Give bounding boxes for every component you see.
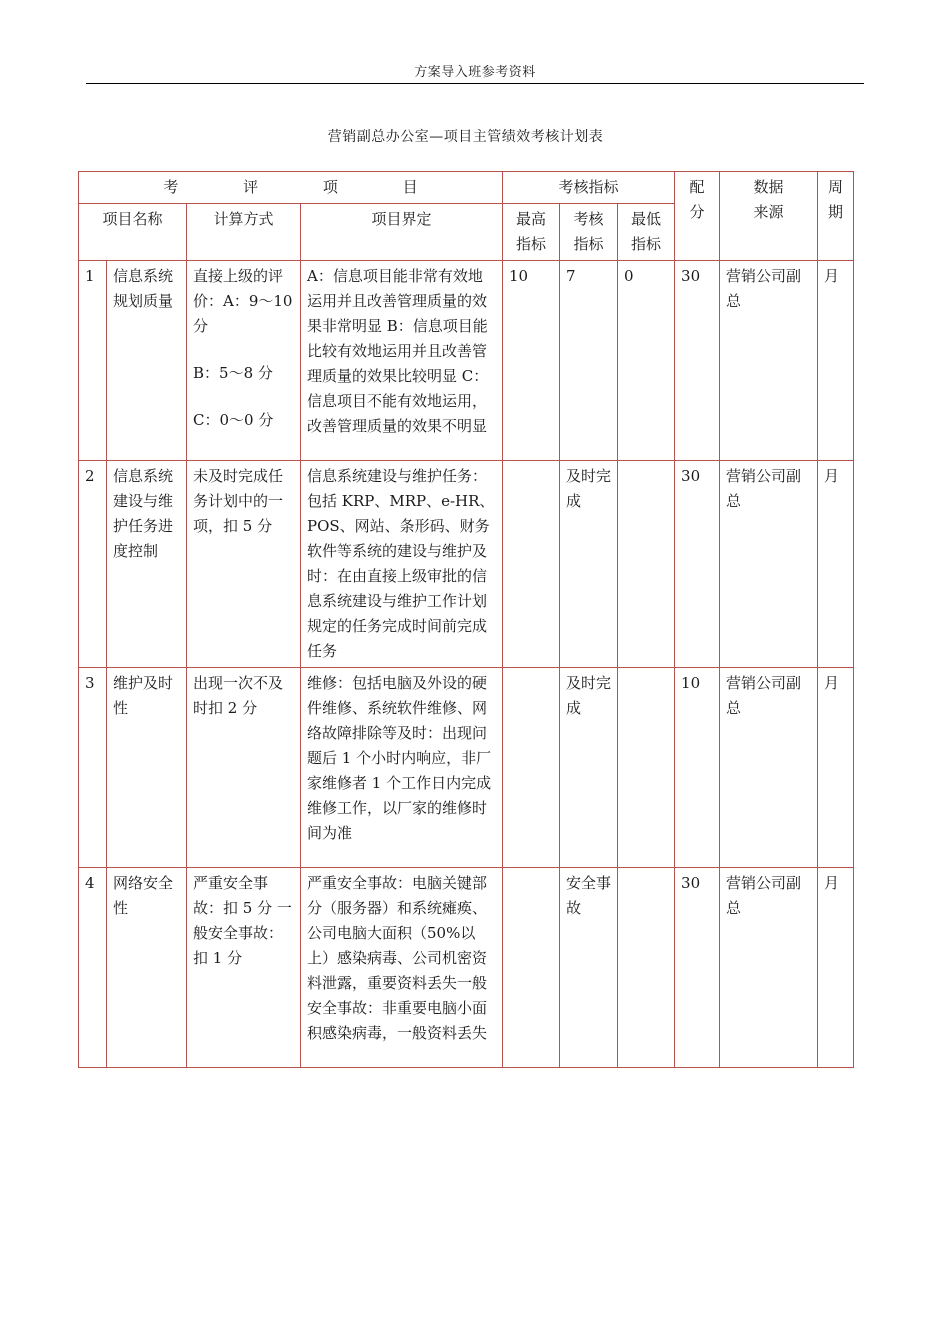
row-number: 1 — [79, 261, 107, 461]
col-header-def: 项目界定 — [301, 204, 503, 261]
header-row-1 — [79, 172, 854, 204]
data-source: 营销公司副总 — [720, 668, 818, 868]
score-weight: 30 — [675, 461, 720, 668]
col-header-target: 考核 指标 — [560, 204, 618, 261]
header-rule — [86, 83, 864, 84]
max-indicator — [503, 461, 560, 668]
period: 月 — [818, 261, 854, 461]
min-indicator — [618, 668, 675, 868]
max-indicator — [503, 868, 560, 1068]
calc-method: 出现一次不及时扣 2 分 — [187, 668, 301, 868]
period: 月 — [818, 668, 854, 868]
data-source: 营销公司副总 — [720, 461, 818, 668]
col-header-score: 配 分 — [675, 172, 720, 261]
kpi-table — [78, 171, 854, 1068]
table-row — [79, 261, 854, 461]
item-name: 维护及时性 — [107, 668, 187, 868]
calc-method: 未及时完成任务计划中的一项，扣 5 分 — [187, 461, 301, 668]
col-header-calc: 计算方式 — [187, 204, 301, 261]
group-header-items: 考 评 项 目 — [79, 172, 503, 204]
score-weight: 30 — [675, 868, 720, 1068]
min-indicator: 0 — [618, 261, 675, 461]
target-indicator: 及时完成 — [560, 461, 618, 668]
group-header-indicators: 考核指标 — [503, 172, 675, 204]
target-indicator: 安全事故 — [560, 868, 618, 1068]
target-indicator: 7 — [560, 261, 618, 461]
row-number: 4 — [79, 868, 107, 1068]
row-number: 2 — [79, 461, 107, 668]
col-header-min: 最低 指标 — [618, 204, 675, 261]
table-row — [79, 668, 854, 868]
item-name: 信息系统建设与维护任务进度控制 — [107, 461, 187, 668]
col-header-period: 周 期 — [818, 172, 854, 261]
table-row — [79, 461, 854, 668]
score-weight: 10 — [675, 668, 720, 868]
data-source: 营销公司副总 — [720, 261, 818, 461]
document-title: 营销副总办公室—项目主管绩效考核计划表 — [327, 129, 604, 145]
item-definition: 维修：包括电脑及外设的硬件维修、系统软件维修、网络故障排除等及时：出现问题后 1 个小时内响应，非厂家维修者 1 个工作日内完成维修工作，以厂家的维修时间为准 — [301, 668, 503, 868]
col-header-name: 项目名称 — [79, 204, 187, 261]
calc-method: 直接上级的评价：A：9～10 分 B：5～8 分 C：0～0 分 — [187, 261, 301, 461]
item-definition: A：信息项目能非常有效地运用并且改善管理质量的效果非常明显 B：信息项目能比较有效地运用并且改善管理质量的效果比较明显 C：信息项目不能有效地运用，改善管理质量的效果不明显 — [301, 261, 503, 461]
max-indicator: 10 — [503, 261, 560, 461]
page-header: 方案导入班参考资料 — [414, 65, 536, 80]
item-definition: 严重安全事故：电脑关键部分（服务器）和系统瘫痪、公司电脑大面积（50%以上）感染病毒、公司机密资料泄露，重要资料丢失一般安全事故：非重要电脑小面积感染病毒，一般资料丢失 — [301, 868, 503, 1068]
period: 月 — [818, 868, 854, 1068]
max-indicator — [503, 668, 560, 868]
target-indicator: 及时完成 — [560, 668, 618, 868]
table-row — [79, 868, 854, 1068]
col-header-source: 数据 来源 — [720, 172, 818, 261]
col-header-max: 最高 指标 — [503, 204, 560, 261]
item-name: 网络安全性 — [107, 868, 187, 1068]
min-indicator — [618, 868, 675, 1068]
score-weight: 30 — [675, 261, 720, 461]
calc-method: 严重安全事故：扣 5 分 一般安全事故：扣 1 分 — [187, 868, 301, 1068]
row-number: 3 — [79, 668, 107, 868]
item-definition: 信息系统建设与维护任务：包括 KRP、MRP、e-HR、POS、网站、条形码、财务软件等系统的建设与维护及时：在由直接上级审批的信息系统建设与维护工作计划规定的任务完成时间前完成任务 — [301, 461, 503, 668]
data-source: 营销公司副总 — [720, 868, 818, 1068]
period: 月 — [818, 461, 854, 668]
min-indicator — [618, 461, 675, 668]
item-name: 信息系统规划质量 — [107, 261, 187, 461]
